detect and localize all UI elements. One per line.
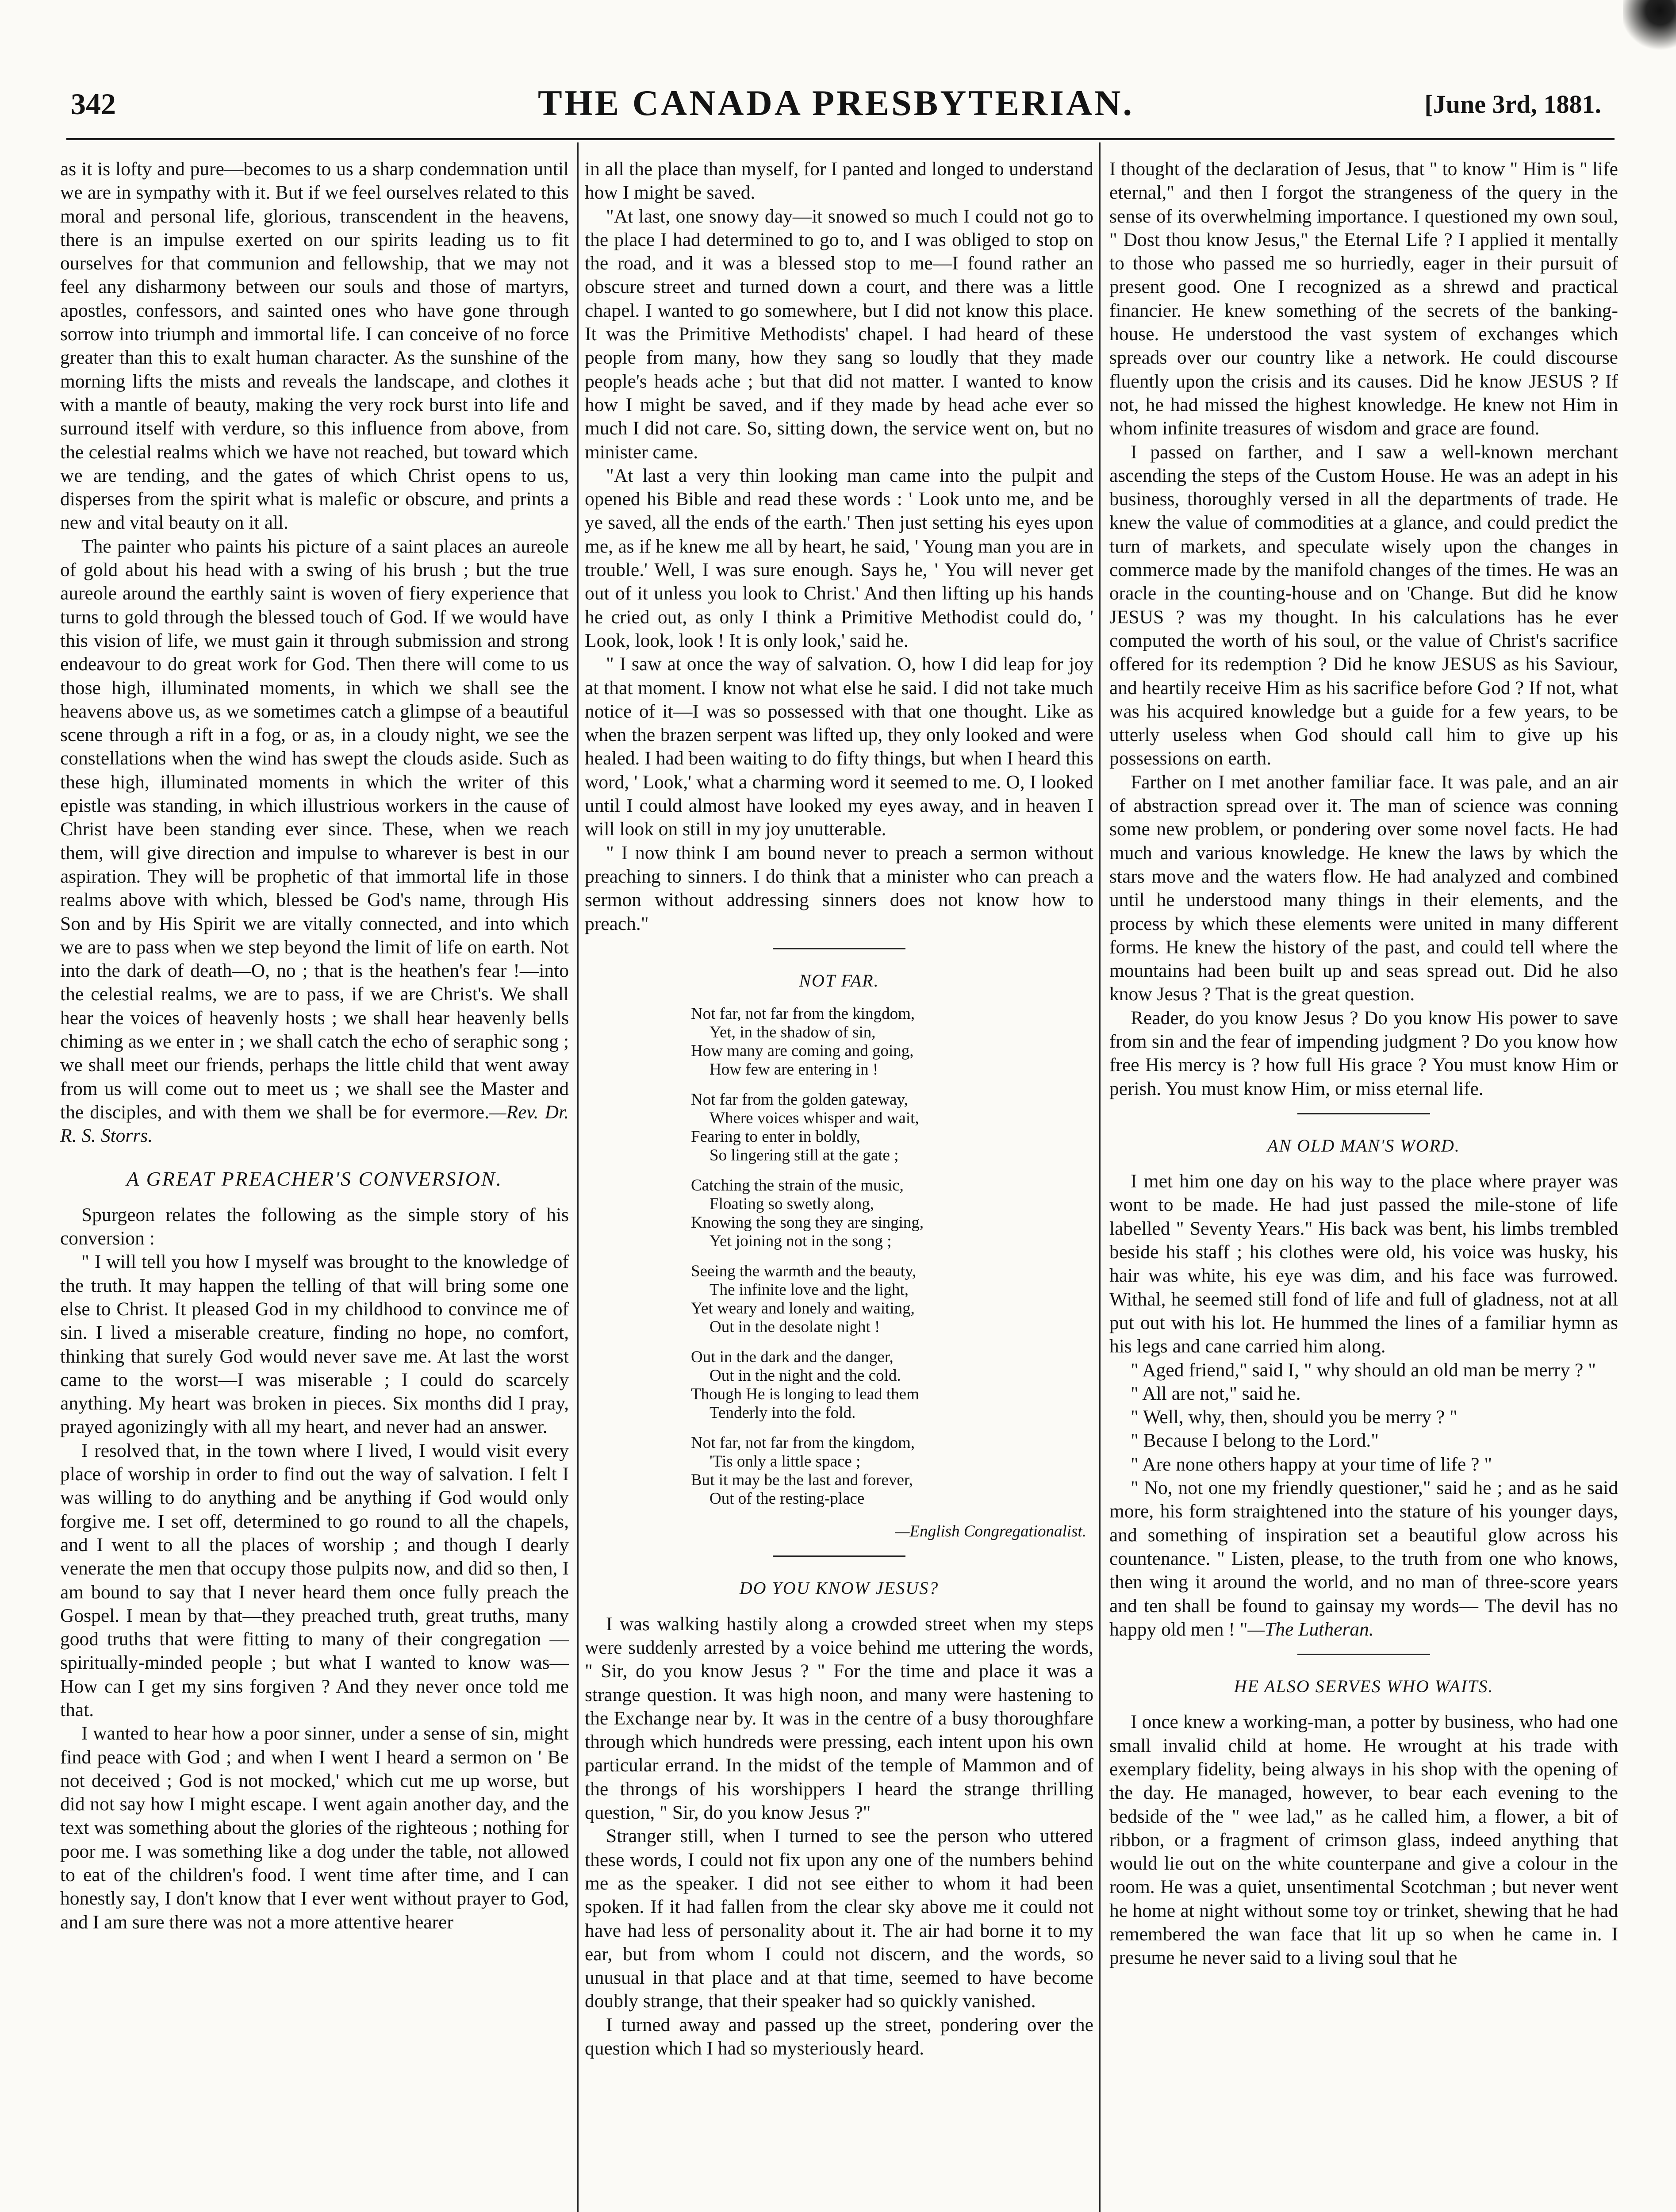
poem-line: Knowing the song they are singing,	[691, 1214, 924, 1232]
column-divider-2	[1099, 142, 1101, 2212]
poem-stanza	[691, 1005, 1093, 1079]
column-1	[60, 157, 569, 1934]
jesus-paragraph-3: I turned away and passed up the street, pondering over the question which I had so mysteriously heard.	[585, 2014, 1093, 2059]
serves-paragraph-1: I once knew a working-man, a potter by business, who had one small invalid child at home. He wrought at his trade with exemplary fidelity, being always in his shop with the opening of the day. He managed, however, to bear each evening to the bedside of the " wee lad," as he called him, a flower, a bit of ribbon, or a fragment of crimson glass, indeed anything that would lie out on the white counterpane and give a colour in the room. He was a quiet, unsentimental Scotchman ; but never went he home at night without some toy or trinket, shewing that he had remembered the wan face that lit up so when he came in. I presume he never said to a living soul that he	[1109, 1711, 1618, 1969]
spurgeon-paragraph-2: I resolved that, in the town where I lived, I would visit every place of worship in order to find out the way of salvation. I felt I was willing to do anything and be anything if God would only forgive me. I set off, determined to go round to all the chapels, and I went to all the places of worship ; and though I dearly venerate the men that occupy those pulpits now, and did so then, I am bound to say that I never heard them once fully preach the Gospel. I mean by that—they preached truth, great truths, many good truths that were fitting to many of their congregation —spiritually-minded people ; but what I wanted to know was—How can I get my sins forgiven ? And they never once told me that.	[60, 1440, 569, 1720]
poem-line: Yet weary and lonely and waiting,	[691, 1299, 915, 1318]
heading-he-also-serves: HE ALSO SERVES WHO WAITS.	[1234, 1676, 1494, 1697]
old-man-dialogue-4: " Because I belong to the Lord."	[1131, 1430, 1379, 1452]
page-number: 342	[71, 87, 116, 121]
heading-not-far: NOT FAR.	[799, 970, 879, 991]
poem-stanza	[691, 1176, 1093, 1251]
poem-line: Out in the dark and the danger,	[691, 1348, 894, 1367]
poem-line: Fearing to enter in boldly,	[691, 1128, 860, 1146]
jesus-paragraph-5: I passed on farther, and I saw a well-known merchant ascending the steps of the Custom House. He was an adept in his business, thoroughly versed in all the departments of trade. He knew the value of commodities at a glance, and could predict the turn of markets, and speculate wisely upon the changes in commerce made by the manifold changes of the times. He was an oracle in the counting-house and on 'Change. But did he know JESUS ? was my thought. In his calculations has he ever computed the worth of his soul, or the value of Christ's sacrifice offered for its redemption ? Did he know JESUS as his Saviour, and heartily receive Him as his sacrifice before God ? If not, what was his acquired knowledge but a guide for a few years, to be utterly useless when God should call him to give up his possessions on earth.	[1109, 441, 1618, 769]
poem-line: Not far from the golden gateway,	[691, 1091, 908, 1109]
section-rule	[1297, 1654, 1430, 1655]
column-divider-1	[577, 142, 579, 2212]
poem-not-far	[691, 1005, 1093, 1508]
poem-line: Where voices whisper and wait,	[710, 1109, 919, 1128]
poem-line: Yet joining not in the song ;	[710, 1232, 892, 1251]
storrs-paragraph-1: as it is lofty and pure—becomes to us a sharp condemnation until we are in sympathy with it. But if we feel ourselves related to this moral and personal life, glorious, transcendent in the heavens, there is an impulse exerted on our spirits leading us to fit ourselves for that communion and fellowship, that we may not feel any disharmony between our souls and those of martyrs, apostles, confessors, and sainted ones who have gone through sorrow into triumph and immortal life. I can conceive of no force greater than this to exalt human character. As the sunshine of the morning lifts the mists and reveals the landscape, and clothes it with a mantle of beauty, making the very rock burst into life and surround itself with verdure, so this influence from above, from the celestial realms which we have not reached, but toward which we are tending, and the gates of which Christ opens to us, disperses from the spirit what is malefic or obscure, and prints a new and vital beauty on it all.	[60, 158, 569, 534]
poem-line: Floating so swetly along,	[710, 1195, 874, 1214]
jesus-paragraph-6: Farther on I met another familiar face. It was pale, and an air of abstraction spread over it. The man of science was conning some new problem, or pondering over some novel facts. He had much and various knowledge. He knew the laws by which the stars move and the waters flow. He had analyzed and combined until he understood many things in their elements, and the process by which these elements were united in many different forms. He knew the history of the past, and could tell where the mountains had been built up and seas spread out. Did he also know Jesus ? That is the great question.	[1109, 771, 1618, 1005]
spurgeon-paragraph-1: " I will tell you how I myself was brought to the knowledge of the truth. It may happen the telling of that will bring some one else to Christ. It pleased God in my childhood to convince me of sin. I lived a miserable creature, finding no hope, no comfort, thinking that surely God would never save me. At last the worst came to the worst—I was miserable ; I could do scarcely anything. My heart was broken in pieces. Six months did I pray, prayed agonizingly with all my heart, and never had an answer.	[60, 1251, 569, 1438]
jesus-paragraph-4: I thought of the declaration of Jesus, that " to know " Him is " life eternal," and then I forgot the strangeness of the query in the sense of its overwhelming importance. I questioned my own soul, " Dost thou know Jesus," the Eternal Life ? I applied it mentally to those who passed me so hurriedly, eager in their pursuit of present good. One I recognized as a shrewd and practical financier. He knew something of the secrets of the banking-house. He understood the vast system of exchanges which spreads over our country like a network. He could discourse fluently upon the crisis and its causes. Did he know JESUS ? If not, he had missed the highest knowledge. He knew not Him in whom infinite treasures of wisdom and grace are found.	[1109, 158, 1618, 439]
poem-credit: —English Congregationalist.	[895, 1522, 1086, 1541]
heading-do-you-know-jesus: DO YOU KNOW JESUS?	[739, 1578, 939, 1598]
poem-line: Not far, not far from the kingdom,	[691, 1434, 915, 1452]
column-3	[1109, 157, 1618, 1970]
newspaper-title: THE CANADA PRESBYTERIAN.	[538, 83, 1134, 123]
spurgeon-paragraph-7: " I saw at once the way of salvation. O, how I did leap for joy at that moment. I know not what else he said. I did not take much notice of it—I was so possessed with that one thought. Like as when the brazen serpent was lifted up, they only looked and were healed. I had been waiting to do fifty things, but when I heard this word, ' Look,' what a charming word it seemed to me. O, I looked until I could almost have looked my eyes away, and in heaven I will look on still in my joy unutterable.	[585, 653, 1093, 840]
section-rule	[773, 948, 905, 949]
poem-line: Catching the strain of the music,	[691, 1176, 904, 1195]
storrs-paragraph-2	[60, 535, 569, 1148]
spurgeon-intro: Spurgeon relates the following as the simple story of his conversion :	[60, 1204, 569, 1249]
ink-blot	[1623, 0, 1676, 53]
section-rule	[1297, 1113, 1430, 1114]
poem-line: Though He is longing to lead them	[691, 1385, 919, 1404]
jesus-paragraph-1: I was walking hastily along a crowded street when my steps were suddenly arrested by a voice behind me uttering the words, " Sir, do you know Jesus ? " For the time and place it was a strange question. It was high noon, and many were hastening to the Exchange near by. It was in the centre of a busy thoroughfare through which hundreds were pressing, each intent upon his own particular errand. In the midst of the temple of Mammon and of the throngs of his worshippers I heard the strange thrilling question, " Sir, do you know Jesus ?"	[585, 1613, 1093, 1824]
spurgeon-paragraph-5: "At last, one snowy day—it snowed so much I could not go to the place I had determined to go to, and I was obliged to stop on the road, and it was a blessed stop to me—I found rather an obscure street and turned down a court, and there was a little chapel. I wanted to go somewhere, but I did not know this place. It was the Primitive Methodists' chapel. I had heard of these people from many, how they sang so loudly that they made people's heads ache ; but that did not matter. I wanted to know how I might be saved, and if they made by head ache ever so much I did not care. So, sitting down, the service went on, but no minister came.	[585, 205, 1093, 463]
poem-line: But it may be the last and forever,	[691, 1471, 913, 1490]
header-rule	[66, 138, 1615, 140]
spurgeon-paragraph-3: I wanted to hear how a poor sinner, under a sense of sin, might find peace with God ; and when I went I heard a sermon on ' Be not deceived ; God is not mocked,' which cut me up worse, but did not say how I might escape. I went again another day, and the text was something about the glories of the righteous ; nothing for poor me. I was something like a dog under the table, not allowed to eat of the children's food. I went time after time, and I can honestly say, I don't know that I ever went without prayer to God, and I am sure there was not a more attentive hearer	[60, 1723, 569, 1933]
poem-stanza	[691, 1262, 1093, 1336]
storrs-paragraph-2-text: The painter who paints his picture of a saint places an aureole of gold about his head with a swing of his brush ; but the true aureole around the earthly saint is woven of fiery experience that turns to gold through the blessed touch of God. If we would have this vision of life, we must gain it through submission and strong endeavour to do great work for God. Then there will come to us those high, illuminated moments, in which we shall see the heavens above us, as we sometimes catch a glimpse of a beautiful scene through a rift in a fog, or as, in a cloudy night, we see the constellations when the wind has swept the clouds aside. Such as these high, illuminated moments in which the writer of this epistle was standing, in which illustrious workers in the cause of Christ have been standing ever since. These, when we reach them, will give direction and impulse to wharever is best in our aspiration. They will be prophetic of that immortal life in those realms above with which, blessed be God's name, through His Son and by His Spirit we are vitally connected, and into which we are to pass when we step beyond the limit of life on earth. Not into the dark of death—O, no ; that is the heathen's fear !—into the celestial realms, we are to pass, if we are Christ's. We shall hear the voices of heavenly hosts ; we shall hear heavenly bells chiming as we enter in ; we shall catch the echo of seraphic song ; we shall meet our friends, perhaps the little child that went away from us will come out to meet us ; we shall see the Master and the disciples, and with them we shall be for evermore.	[60, 535, 569, 1123]
spurgeon-paragraph-8: " I now think I am bound never to preach a sermon without preaching to sinners. I do think that a minister who can preach a sermon without addressing sinners does not know how to preach."	[585, 842, 1093, 934]
lutheran-signature: —The Lutheran.	[1247, 1618, 1374, 1640]
poem-line: How many are coming and going,	[691, 1042, 914, 1060]
old-man-paragraph-2	[1109, 1476, 1618, 1641]
heading-preacher-conversion: A GREAT PREACHER'S CONVERSION.	[126, 1167, 503, 1190]
poem-line: Not far, not far from the kingdom,	[691, 1005, 915, 1023]
old-man-paragraph-2-text: " No, not one my friendly questioner," said he ; and as he said more, his form straightened into the stature of his younger days, and something of inspiration set a beautiful glow across his countenance. " Listen, please, to the truth from one who knows, then wing it around the world, and no man of three-score years and ten shall be found to gainsay my words— The devil has no happy old men ! "	[1109, 1477, 1618, 1640]
poem-line: Seeing the warmth and the beauty,	[691, 1262, 917, 1281]
poem-stanza	[691, 1434, 1093, 1508]
poem-line: So lingering still at the gate ;	[710, 1146, 899, 1165]
column-2	[585, 157, 1093, 2060]
old-man-dialogue-3: " Well, why, then, should you be merry ? "	[1131, 1406, 1457, 1428]
poem-line: Out of the resting-place	[710, 1490, 865, 1508]
poem-line: How few are entering in !	[710, 1060, 878, 1079]
storrs-signature: —Rev. Dr. R. S. Storrs.	[60, 1101, 569, 1147]
heading-old-mans-word: AN OLD MAN'S WORD.	[1267, 1135, 1460, 1156]
poem-stanza	[691, 1348, 1093, 1422]
old-man-dialogue-1: " Aged friend," said I, " why should an old man be merry ? "	[1131, 1359, 1596, 1381]
poem-line: Out in the desolate night !	[710, 1318, 880, 1336]
poem-line: Out in the night and the cold.	[710, 1367, 901, 1385]
jesus-paragraph-2: Stranger still, when I turned to see the person who uttered these words, I could not fix upon any one of the numbers behind me as the speaker. I did not see either to whom it had been spoken. If it had fallen from the clear sky above me it could not have had less of personality about it. The air had borne it to my ear, but from whom I could not discern, and the words, so unusual in that place and at that time, seemed to have become doubly strange, that their speaker had so quickly vanished.	[585, 1825, 1093, 2012]
old-man-dialogue-2: " All are not," said he.	[1131, 1382, 1301, 1404]
issue-date: [June 3rd, 1881.	[1424, 90, 1601, 119]
old-man-dialogue-5: " Are none others happy at your time of life ? "	[1131, 1453, 1492, 1475]
page-header	[71, 82, 1601, 135]
poem-line: The infinite love and the light,	[710, 1281, 909, 1299]
poem-line: Yet, in the shadow of sin,	[710, 1023, 876, 1042]
old-man-paragraph-1: I met him one day on his way to the place where prayer was wont to be made. He had just passed the mile-stone of life labelled " Seventy Years." His back was bent, his limbs trembled beside his staff ; his clothes were old, his voice was husky, his hair was white, his eye was dim, and his face was furrowed. Withal, he seemed still fond of life and full of gladness, not at all put out with his lot. He hummed the lines of a familiar hymn as his legs and cane carried him along.	[1109, 1171, 1618, 1357]
section-rule	[773, 1555, 905, 1557]
spurgeon-paragraph-6: "At last a very thin looking man came into the pulpit and opened his Bible and read these words : ' Look unto me, and be ye saved, all the ends of the earth.' Then just setting his eyes upon me, as if he knew me all by heart, he said, ' Young man you are in trouble.' Well, I was sure enough. Says he, ' You will never get out of it unless you look to Christ.' And then lifting up his hands he cried out, as only I think a Primitive Methodist could do, ' Look, look, look ! It is only look,' said he.	[585, 465, 1093, 651]
poem-line: Tenderly into the fold.	[710, 1404, 856, 1422]
poem-line: 'Tis only a little space ;	[710, 1452, 861, 1471]
spurgeon-paragraph-4: in all the place than myself, for I panted and longed to understand how I might be saved.	[585, 158, 1093, 204]
jesus-paragraph-7: Reader, do you know Jesus ? Do you know His power to save from sin and the fear of impending judgment ? Do you know how free His mercy is ? how full His grace ? You must know Him or perish. You must know Him, or miss eternal life.	[1109, 1007, 1618, 1099]
poem-stanza	[691, 1091, 1093, 1165]
